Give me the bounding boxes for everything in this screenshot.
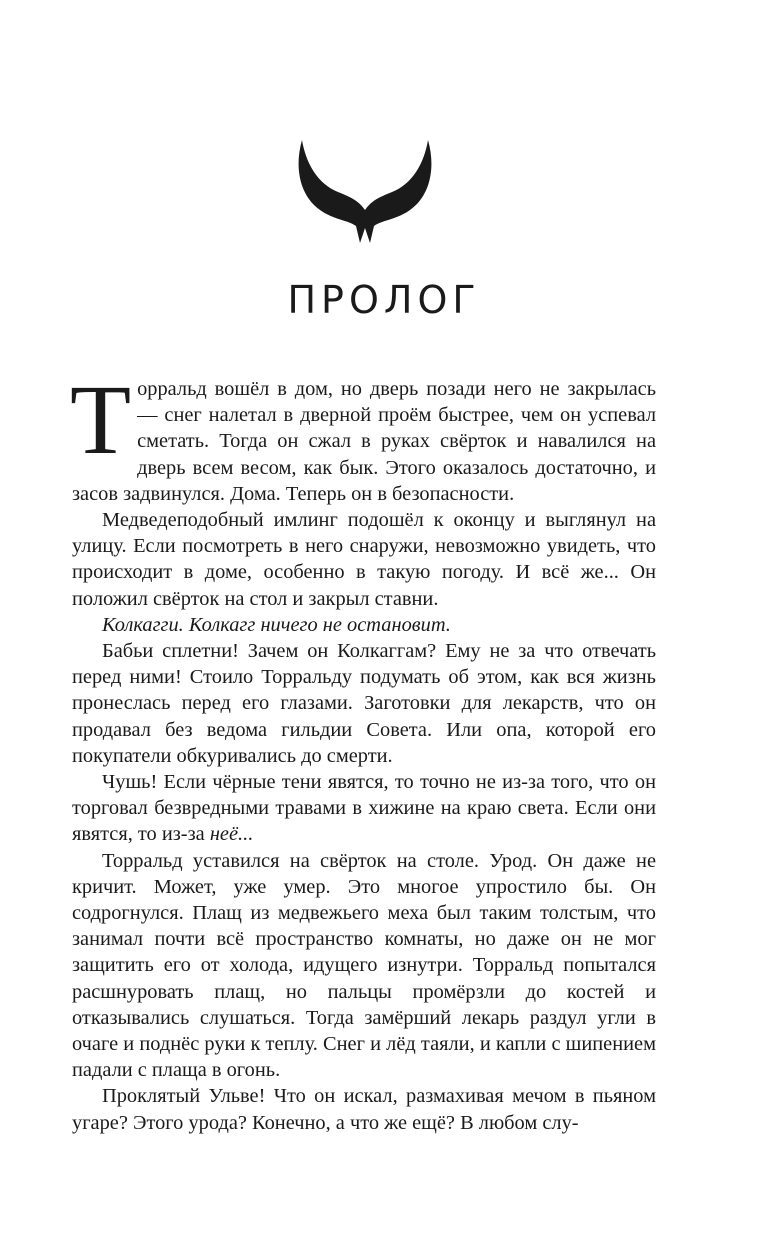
drop-cap: Т bbox=[70, 364, 132, 475]
chapter-title: ПРОЛОГ bbox=[287, 278, 481, 322]
paragraph-text: орральд вошёл в дом, но дверь позади него не закрылась — снег налетал в дверной проём быстрее, чем он успевал сметать. Тогда он сжал в руках свёрток и навалился на дверь всем весом, как бык. Этого оказалось достаточно, и засов задвинулся. Дома. Теперь он в безопасности. bbox=[72, 378, 656, 505]
paragraph-text: Чушь! Если чёрные тени явятся, то точно не из-за того, что он торговал безвредными травами в хижине на краю света. Если они явятся, то из-за bbox=[72, 771, 656, 846]
paragraph-italic: неё... bbox=[209, 823, 254, 846]
paragraph bbox=[72, 612, 656, 638]
paragraph: Бабьи сплетни! Зачем он Колкаггам? Ему не за что отвечать перед ними! Стоило Торральду подумать об этом, как вся жизнь пронеслась перед его глазами. Заготовки для лекарств, что он продавал без ведома гильдии Совета. Или опа, которой его покупатели обкуривались до смерти. bbox=[72, 640, 656, 767]
paragraph: Медведеподобный имлинг подошёл к оконцу и выглянул на улицу. Если посмотреть в него снаружи, невозможно увидеть, что происходит в доме, особенно в такую погоду. И всё же... Он положил свёрток на стол и закрыл ставни. bbox=[72, 509, 656, 610]
paragraph bbox=[72, 769, 656, 848]
paragraph bbox=[70, 364, 656, 507]
horns-icon bbox=[296, 140, 434, 245]
paragraph-italic: Колкагги. Колкагг ничего не остановит. bbox=[102, 613, 451, 636]
paragraph: Проклятый Ульве! Что он искал, размахивая мечом в пьяном угаре? Этого урода? Конечно, а что же ещё? В любом слу- bbox=[72, 1085, 656, 1134]
paragraph: Торральд уставился на свёрток на столе. Урод. Он даже не кричит. Может, уже умер. Это многое упростило бы. Он содрогнулся. Плащ из медвежьего меха был таким толстым, что занимал почти всё пространство комнаты, но даже он не мог защитить его от холода, идущего изнутри. Торральд попытался расшнуровать плащ, но пальцы промёрзли до костей и отказывались слушаться. Тогда замёрший лекарь раздул угли в очаге и поднёс руки к теплу. Снег и лёд таяли, и капли с шипением падали с плаща в огонь. bbox=[72, 849, 656, 1082]
chapter-body bbox=[70, 364, 656, 1136]
